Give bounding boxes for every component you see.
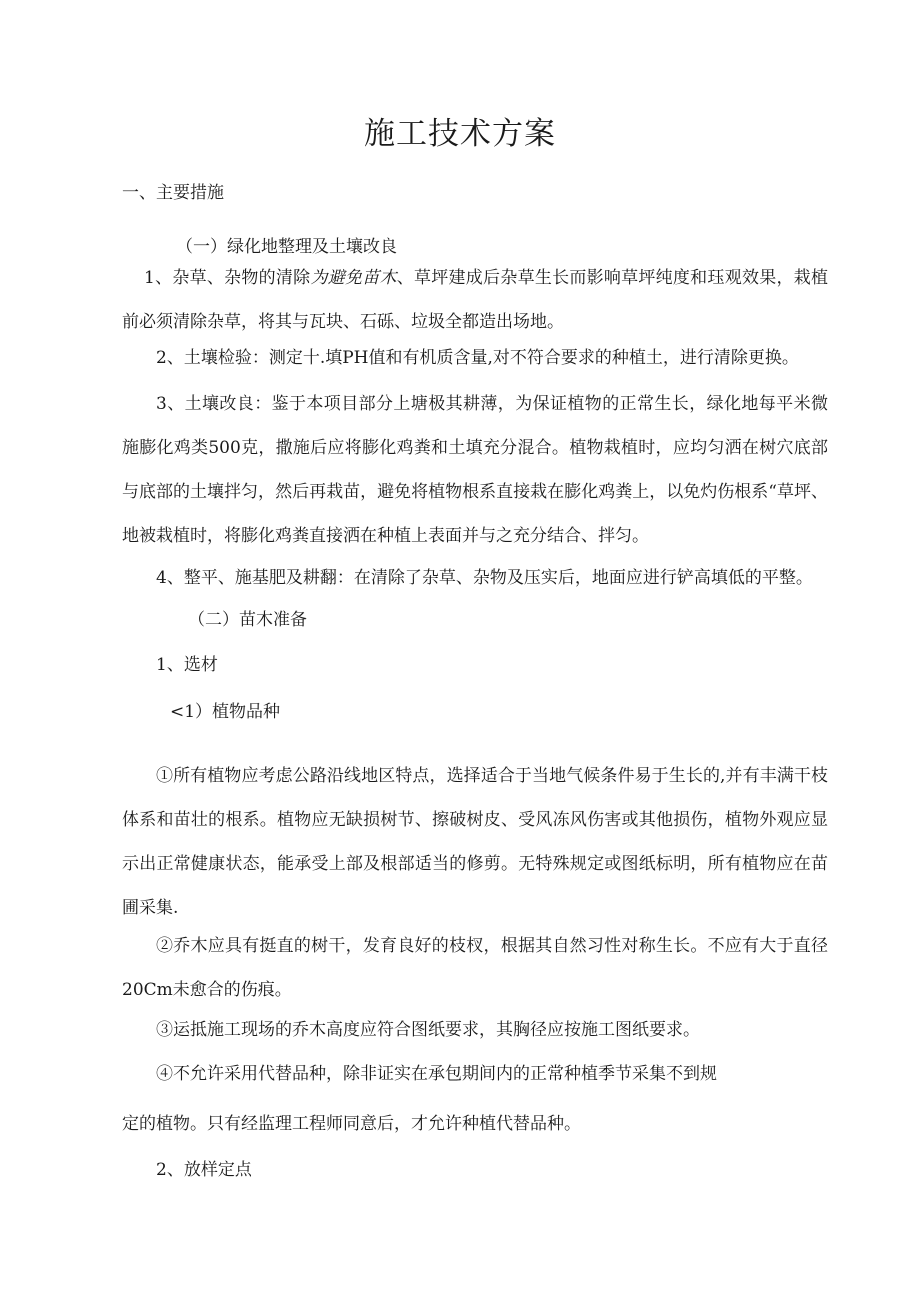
section-heading-main-measures: 一、主要措施: [122, 183, 224, 203]
paragraph-weed-removal: [122, 256, 828, 344]
paragraph-tree-height: ③运抵施工现场的乔木高度应符合图纸要求，其胸径应按施工图纸要求。: [156, 1020, 700, 1040]
subsection-heading-seedlings: （二）苗木准备: [188, 610, 307, 630]
item-heading-plant-species: <1）植物品种: [170, 702, 281, 722]
item-heading-selection: 1、选材: [156, 655, 218, 675]
paragraph-weed-removal-rest: 、草坪建成后杂草生长而影响草坪纯度和珏观效果，栽植前必须清除杂草，将其与瓦块、石砾、垃圾全都造出场地。: [122, 268, 829, 332]
document-title: 施工技术方案: [364, 116, 556, 152]
paragraph-substitutes-line1: ④不允许采用代替品种，除非证实在承包期间内的正常种植季节采集不到规: [156, 1064, 717, 1084]
paragraph-weed-removal-prefix: 1、杂草、杂物的清除: [144, 268, 311, 288]
paragraph-weed-removal-italic: 为避免苗木: [310, 268, 397, 288]
paragraph-soil-improvement: 3、土壤改良：鉴于本项目部分上塘极其耕薄，为保证植物的正常生长，绿化地每平米微施膨化鸡类500克，撒施后应将膨化鸡粪和土填充分混合。植物栽植时，应均匀洒在树穴底部与底部的土壤拌匀，然后再栽苗，避免将植物根系直接栽在膨化鸡粪上，以免灼伤根系“草坪、地被栽植时，将膨化鸡粪直接洒在种植上表面并与之充分结合、拌匀。: [122, 394, 828, 546]
paragraph-substitutes-line2: 定的植物。只有经监理工程师同意后，才允许种植代替品种。: [122, 1114, 581, 1134]
paragraph-plant-requirements: ①所有植物应考虑公路沿线地区特点，选择适合于当地气候条件易于生长的,并有丰满干枝体系和苗壮的根系。植物应无缺损树节、擦破树皮、受风冻风伤害或其他损伤，植物外观应显示出正常健康状态，能承受上部及根部适当的修剪。无特殊规定或图纸标明，所有植物应在苗圃采集.: [122, 766, 828, 918]
paragraph-soil-test: 2、土壤检验：测定十.填PH值和有机质含量,对不符合要求的种植土，进行清除更换。: [156, 348, 799, 368]
paragraph-leveling: 4、整平、施基肥及耕翻：在清除了杂草、杂物及压实后，地面应进行铲高填低的平整。: [156, 568, 813, 588]
paragraph-tree-trunk: ②乔木应具有挺直的树干，发育良好的枝杈，根据其自然习性对称生长。不应有大于直径20Cm未愈合的伤痕。: [122, 936, 828, 1000]
subsection-heading-greening: （一）绿化地整理及土壤改良: [176, 237, 397, 257]
item-heading-staking: 2、放样定点: [156, 1160, 252, 1180]
